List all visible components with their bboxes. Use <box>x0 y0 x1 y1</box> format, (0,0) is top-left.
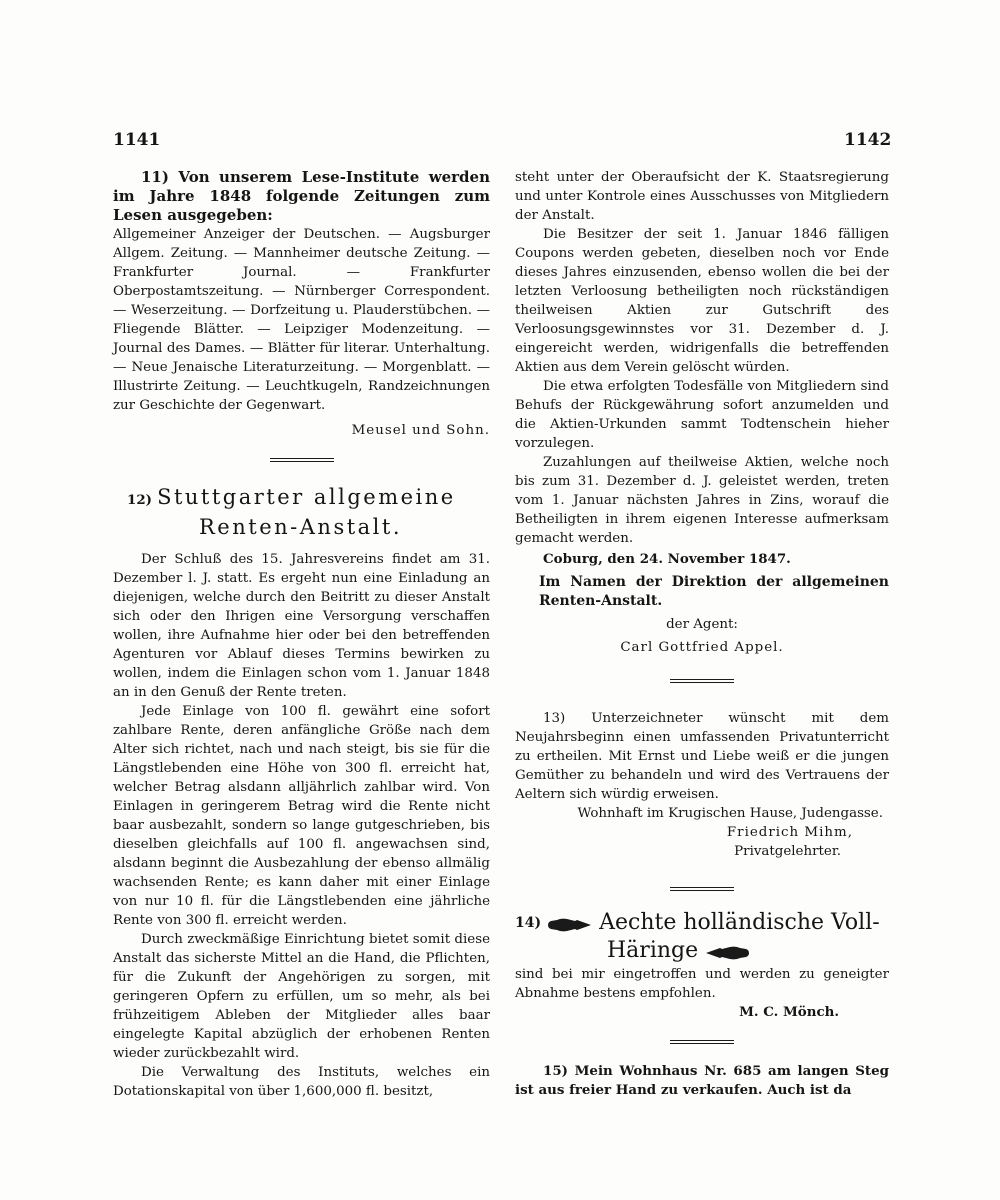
notice-12-paragraph-1: Der Schluß des 15. Jahresvereins findet am 31. Dezember l. J. statt. Es ergeht nun eine Einladung an diejenigen, welche durch den Beitritt zu dieser Anstalt sich oder den Ihrigen eine Versorgung verschaffen wollen, ihre Aufnahme hier oder bei den betreffenden Agenturen vor Ablauf dieses Termins bewirken zu wollen, indem die Einlagen schon vom 1. Januar 1848 an in den Genuß der Rente treten. <box>113 552 490 700</box>
notice-12-title <box>113 484 490 542</box>
notice-14-number: 14) <box>515 915 542 931</box>
notice-12-continued <box>515 168 889 657</box>
notice-12-paragraph-3: Durch zweckmäßige Einrichtung bietet somit diese Anstalt das sicherste Mittel an die Hand, die Pflichten, für die Zukunft der Angehörigen zu sorgen, mit geringeren Opfern zu erfüllen, um so mehr, als bei frühzeitigem Ableben der Mitglieder alles baar eingelegte Kapital abzüglich der erhobenen Renten wieder zurückbezahlt wird. <box>113 932 490 1061</box>
notice-12-direction: Im Namen der Direktion der allgemeinen Renten-Anstalt. <box>539 574 889 609</box>
section-divider <box>670 887 734 891</box>
notice-11-signature: Meusel und Sohn. <box>351 423 490 438</box>
notice-11-heading: 11) Von unserem Lese-Institute werden im Jahre 1848 folgende Zeitungen zum Lesen ausgegeben: <box>113 168 490 224</box>
notice-12-right-paragraph-1: steht unter der Oberaufsicht der K. Staatsregierung und unter Kontrole eines Ausschusses von Mitgliedern der Anstalt. <box>515 170 889 223</box>
notice-13-text: 13) Unterzeichneter wünscht mit dem Neujahrsbeginn einen umfassenden Privatunterricht zu ertheilen. Mit Ernst und Liebe weiß er die jungen Gemüther zu behandeln und wird des Vertrauens der Aeltern sich würdig erweisen. <box>515 711 889 802</box>
section-divider <box>670 1040 734 1044</box>
notice-12-title-line1: Stuttgarter allgemeine <box>157 485 456 509</box>
notice-12-title-line2: Renten-Anstalt. <box>199 515 403 539</box>
notice-14-title <box>515 909 889 965</box>
notice-13-role: Privatgelehrter. <box>734 844 841 859</box>
notice-11-body: Allgemeiner Anzeiger der Deutschen. — Augsburger Allgem. Zeitung. — Mannheimer deutsche Zeitung. — Frankfurter Journal. — Frankfurter Oberpostamtszeitung. — Nürnberger Correspondent. — Weserzeitung. — Dorfzeitung u. Plauderstübchen. — Fliegende Blätter. — Leipziger Modenzeitung. — Journal des Dames. — Blätter für literar. Unterhaltung. — Neue Jenaische Literaturzeitung. — Morgenblatt. — Illustrirte Zeitung. — Leuchtkugeln, Randzeichnungen zur Geschichte der Gegenwart. <box>113 227 490 413</box>
section-divider <box>670 679 734 683</box>
notice-12-agent-name: Carl Gottfried Appel. <box>620 640 784 655</box>
notice-12-right-paragraph-2: Die Besitzer der seit 1. Januar 1846 fälligen Coupons werden gebeten, dieselben noch vor Ende dieses Jahres einzusenden, ebenso wollen die bei der letzten Verloosung betheiligten noch rückständigen theilweisen Aktien zur Gutschrift des Verloosungsgewinnstes vor 31. Dezember d. J. eingereicht werden, widrigenfalls die betreffenden Aktien aus dem Verein gelöscht würden. <box>515 227 889 375</box>
notice-14-title-line1: Aechte holländische Voll- <box>599 910 880 935</box>
notice-15 <box>515 1062 889 1100</box>
notice-11 <box>113 168 490 440</box>
page-number-left: 1141 <box>113 130 161 150</box>
notice-12-paragraph-4: Die Verwaltung des Instituts, welches ein Dotationskapital von über 1,600,000 fl. besitzt, <box>113 1065 490 1099</box>
pointing-hand-icon <box>547 914 593 932</box>
notice-12-number: 12) <box>127 492 152 508</box>
notice-14-signature: M. C. Mönch. <box>739 1004 839 1020</box>
notice-15-text: 15) Mein Wohnhaus Nr. 685 am langen Steg ist aus freier Hand zu verkaufen. Auch ist da <box>515 1063 889 1098</box>
pointing-hand-icon <box>704 942 750 960</box>
notice-14-text: sind bei mir eingetroffen und werden zu geneigter Abnahme bestens empfohlen. <box>515 967 889 1001</box>
page-number-right: 1142 <box>844 130 892 150</box>
notice-14 <box>515 909 889 1022</box>
right-column <box>515 168 889 1100</box>
notice-13 <box>515 709 889 861</box>
notice-12 <box>113 484 490 1101</box>
notice-14-title-line2: Häringe <box>607 938 699 963</box>
notice-12-right-paragraph-3: Die etwa erfolgten Todesfälle von Mitgliedern sind Behufs der Rückgewährung sofort anzumelden und die Aktien-Urkunden sammt Todtenschein hieher vorzulegen. <box>515 379 889 451</box>
notice-12-right-paragraph-4: Zuzahlungen auf theilweise Aktien, welche noch bis zum 31. Dezember d. J. geleistet werden, treten vom 1. Januar nächsten Jahres in Zins, worauf die Betheiligten in ihrem eigenen Interesse aufmerksam gemacht werden. <box>515 455 889 546</box>
notice-13-address: Wohnhaft im Krugischen Hause, Judengasse. <box>577 806 883 821</box>
notice-13-name: Friedrich Mihm, <box>726 825 853 840</box>
notice-12-date: Coburg, den 24. November 1847. <box>543 551 791 567</box>
section-divider <box>270 458 334 462</box>
notice-12-agent-label: der Agent: <box>666 617 738 632</box>
notice-12-paragraph-2: Jede Einlage von 100 fl. gewährt eine sofort zahlbare Rente, deren anfängliche Größe nach dem Alter sich richtet, nach und nach steigt, bis sie für die Längstlebenden eine Höhe von 300 fl. erreicht hat, welcher Betrag alsdann alljährlich zahlbar wird. Von Einlagen in geringerem Betrag wird die Rente nicht baar ausbezahlt, sondern so lange gutgeschrieben, bis dieselben gleichfalls auf 100 fl. angewachsen sind, alsdann beginnt die Ausbezahlung der ebenso allmälig wachsenden Rente; es kann daher mit einer Einlage von nur 10 fl. für die Längstlebenden eine jährliche Rente von 300 fl. erreicht werden. <box>113 704 490 928</box>
left-column <box>113 168 490 1101</box>
